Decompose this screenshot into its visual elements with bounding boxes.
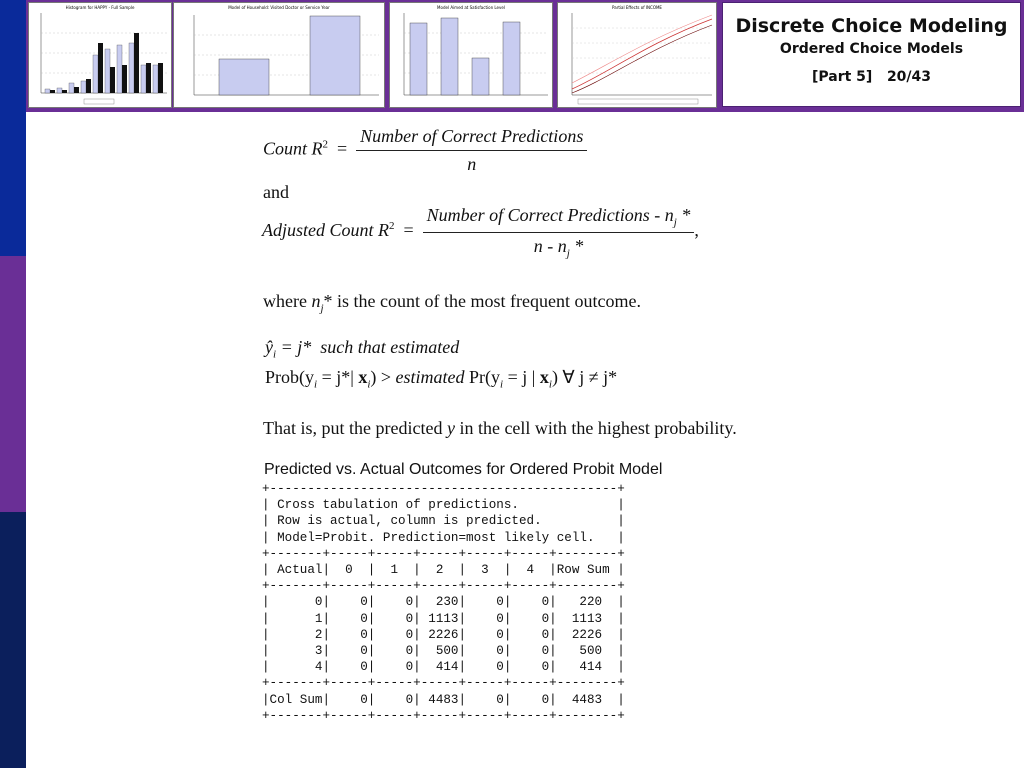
yhat-equals: = j* xyxy=(276,337,312,357)
slide-title-box xyxy=(722,2,1021,107)
prob-estimated: estimated xyxy=(395,367,465,387)
where-pre: where xyxy=(263,291,312,311)
table-line: | 1| 0| 0| 1113| 0| 0| 1113 | xyxy=(262,611,625,626)
table-line: | 4| 0| 0| 414| 0| 0| 414 | xyxy=(262,660,625,675)
table-line: +-------+-----+-----+-----+-----+-----+--------+ xyxy=(262,546,625,561)
left-bar-blue xyxy=(0,0,26,256)
left-accent-bar xyxy=(0,0,26,768)
prob-e: = j | xyxy=(503,367,540,387)
where-text xyxy=(263,291,641,315)
thumbnail-histogram xyxy=(28,2,172,108)
prob-d: Pr(y xyxy=(464,367,501,387)
where-nj-sub: j xyxy=(320,302,324,315)
table-line: | Row is actual, column is predicted. | xyxy=(262,514,625,529)
where-post: * is the count of the most frequent outcome. xyxy=(323,291,641,311)
where-nj: n xyxy=(311,291,321,311)
thumbnail-bar-chart-two xyxy=(173,2,385,108)
count-r2-denominator: n xyxy=(467,154,477,174)
table-line: +-------+-----+-----+-----+-----+-----+--------+ xyxy=(262,579,625,594)
prob-condition xyxy=(265,367,617,391)
count-r2-fraction xyxy=(356,126,587,175)
slide-subtitle: Ordered Choice Models xyxy=(779,41,964,57)
left-bar-navy xyxy=(0,512,26,768)
prob-x-1: x xyxy=(358,367,368,387)
adj-den-text: n - n xyxy=(533,235,567,256)
slide-part-page xyxy=(723,69,1020,85)
prob-f: ) ∀ j ≠ j* xyxy=(551,367,618,387)
adj-r2-sq: 2 xyxy=(389,220,395,233)
thumb2-title: Model of Household: Visited Doctor or Service Year xyxy=(228,5,330,10)
table-line: | Cross tabulation of predictions. | xyxy=(262,498,625,513)
adj-r2-denominator xyxy=(423,233,695,260)
table-line: | Actual| 0 | 1 | 2 | 3 | 4 |Row Sum | xyxy=(262,563,625,578)
prob-a: Prob(y xyxy=(265,367,314,387)
prob-x-2: x xyxy=(539,367,549,387)
prob-b: = j*| xyxy=(317,367,359,387)
adj-num-text: Number of Correct Predictions - n xyxy=(426,205,674,225)
prob-c: ) > xyxy=(370,367,396,387)
count-r2-numerator: Number of Correct Predictions xyxy=(356,126,587,151)
that-is-text xyxy=(263,418,737,439)
count-r2-lhs: Count R xyxy=(263,138,323,159)
count-r2-formula xyxy=(263,126,587,175)
table-line: +----------------------------------------------+ xyxy=(262,482,625,496)
thumb4-title: Partial Effects of INCOME xyxy=(612,5,662,10)
slide-page-number: 20/43 xyxy=(886,69,932,85)
slide-part: [Part 5] xyxy=(811,69,873,85)
prob-sub-2: i xyxy=(367,378,371,391)
yhat-definition xyxy=(265,337,459,361)
count-r2-sq: 2 xyxy=(322,138,329,151)
left-bar-purple xyxy=(0,256,26,512)
that-is-b: in the cell with the highest probability. xyxy=(454,418,737,438)
count-r2-equals: = xyxy=(337,138,348,159)
that-is-a: That is, put the predicted xyxy=(263,418,447,438)
table-line: +-------+-----+-----+-----+-----+-----+--------+ xyxy=(262,676,625,691)
cross-tab-title: Predicted vs. Actual Outcomes for Ordered Probit Model xyxy=(264,461,663,478)
yhat-sub: i xyxy=(273,348,277,361)
thumbnail-bar-chart-four xyxy=(389,2,553,108)
slide-title: Discrete Choice Modeling xyxy=(735,15,1008,37)
yhat-symbol: ŷ xyxy=(265,337,273,357)
yhat-such-that: such that estimated xyxy=(320,337,460,357)
and-text: and xyxy=(263,182,289,202)
that-is-y: y xyxy=(446,418,455,438)
table-line: | 0| 0| 0| 230| 0| 0| 220 | xyxy=(262,595,625,610)
adj-r2-lhs: Adjusted Count R xyxy=(262,220,389,241)
adj-r2-comma: , xyxy=(694,220,699,241)
cross-tab-table xyxy=(262,481,625,724)
table-line: |Col Sum| 0| 0| 4483| 0| 0| 4483 | xyxy=(262,692,625,707)
prob-sub-3: i xyxy=(500,378,504,391)
thumbnail-line-chart xyxy=(557,2,717,108)
thumb3-title: Model Aimed at Satisfaction Level xyxy=(437,5,505,10)
adj-r2-equals: = xyxy=(403,220,414,241)
adj-num-sub: j xyxy=(673,216,677,229)
prob-sub-4: i xyxy=(548,378,552,391)
adj-num-star: * xyxy=(681,205,691,225)
table-line: +-------+-----+-----+-----+-----+-----+--------+ xyxy=(262,708,625,723)
thumb1-title: Histogram for HAPPY - Full Sample xyxy=(65,5,135,10)
table-line: | 2| 0| 0| 2226| 0| 0| 2226 | xyxy=(262,627,625,642)
table-line: | Model=Probit. Prediction=most likely cell. | xyxy=(262,530,625,545)
adj-den-star: * xyxy=(574,235,584,256)
adj-r2-numerator xyxy=(423,205,695,233)
adj-r2-fraction xyxy=(423,205,695,259)
table-line: | 3| 0| 0| 500| 0| 0| 500 | xyxy=(262,644,625,659)
adj-den-sub: j xyxy=(566,247,570,260)
prob-sub-1: i xyxy=(314,378,318,391)
adjusted-count-r2-formula xyxy=(262,205,699,259)
